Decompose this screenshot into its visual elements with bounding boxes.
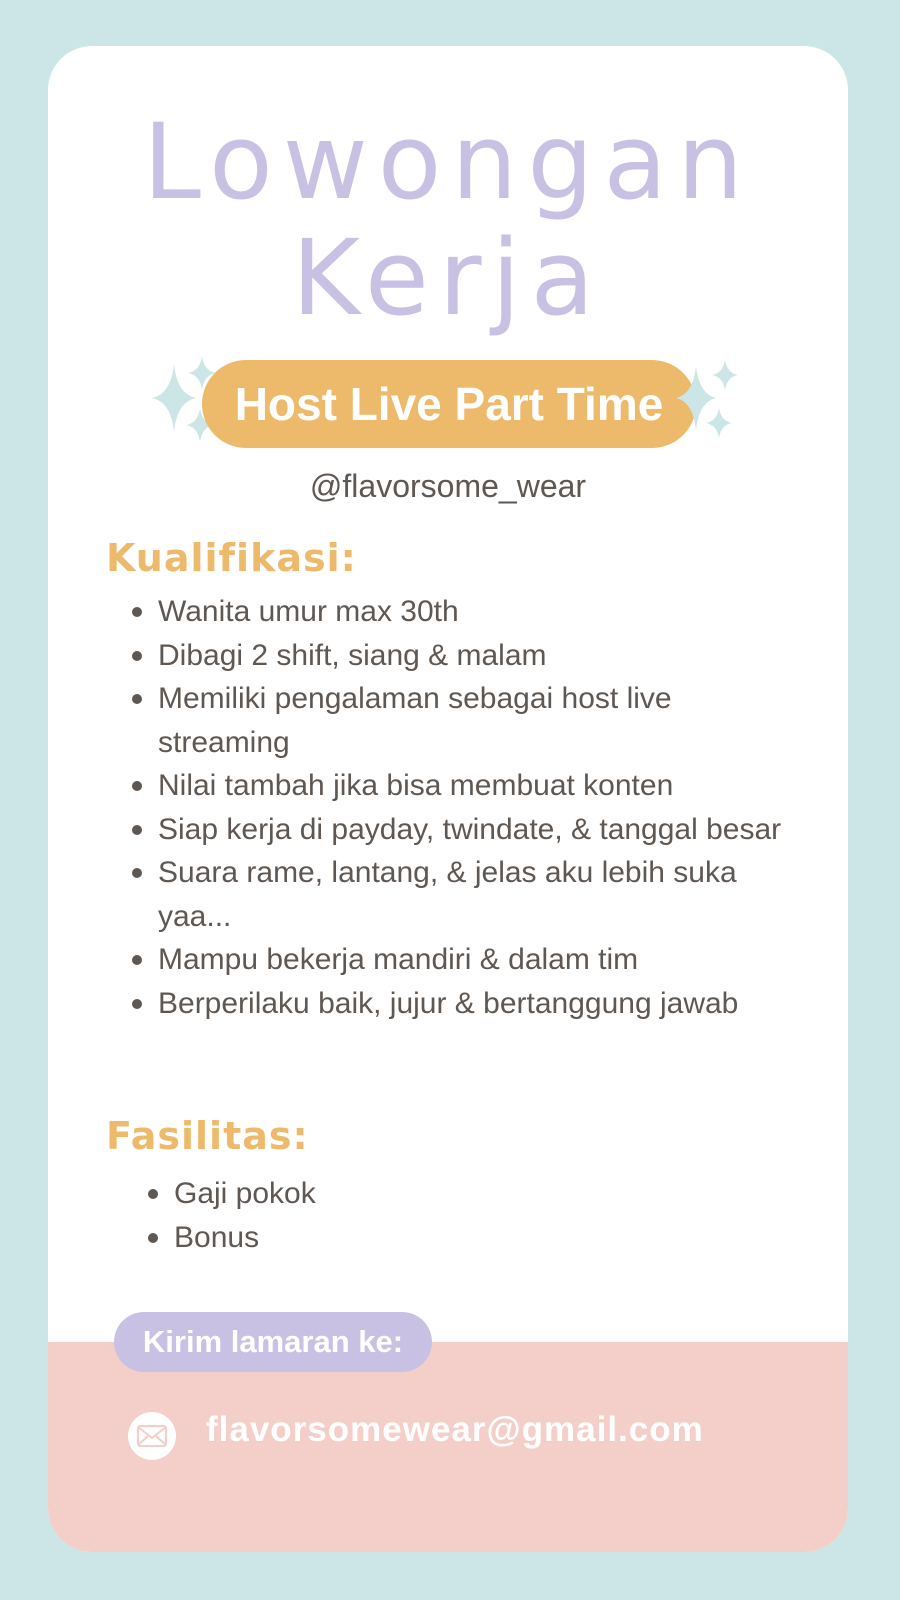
list-item: Nilai tambah jika bisa membuat konten — [106, 764, 806, 808]
list-item: Gaji pokok — [122, 1172, 722, 1216]
list-item: Siap kerja di payday, twindate, & tanggal besar — [106, 808, 806, 852]
job-poster-card — [48, 46, 848, 1552]
qualifications-heading: Kualifikasi: — [106, 536, 357, 580]
list-item: Wanita umur max 30th — [106, 590, 806, 634]
facilities-heading: Fasilitas: — [106, 1114, 309, 1158]
sparkle-right-small-top-icon — [712, 360, 738, 390]
list-item: Berperilaku baik, jujur & bertanggung jawab — [106, 982, 806, 1026]
sparkle-right-small-bottom-icon — [706, 408, 732, 438]
list-item: Suara rame, lantang, & jelas aku lebih suka yaa... — [106, 851, 806, 938]
contact-email[interactable]: flavorsomewear@gmail.com — [206, 1410, 704, 1449]
list-item: Mampu bekerja mandiri & dalam tim — [106, 938, 806, 982]
title-line-1: Lowongan — [142, 101, 753, 223]
position-badge: Host Live Part Time — [202, 360, 696, 448]
list-item: Dibagi 2 shift, siang & malam — [106, 634, 806, 678]
list-item: Bonus — [122, 1216, 722, 1260]
title-line-2: Kerja — [291, 217, 605, 339]
facilities-list — [122, 1172, 722, 1259]
list-item: Memiliki pengalaman sebagai host live streaming — [106, 677, 806, 764]
qualifications-list — [106, 590, 806, 1025]
social-handle: @flavorsome_wear — [309, 468, 587, 504]
apply-label-badge: Kirim lamaran ke: — [114, 1312, 432, 1372]
mail-icon — [128, 1412, 176, 1460]
